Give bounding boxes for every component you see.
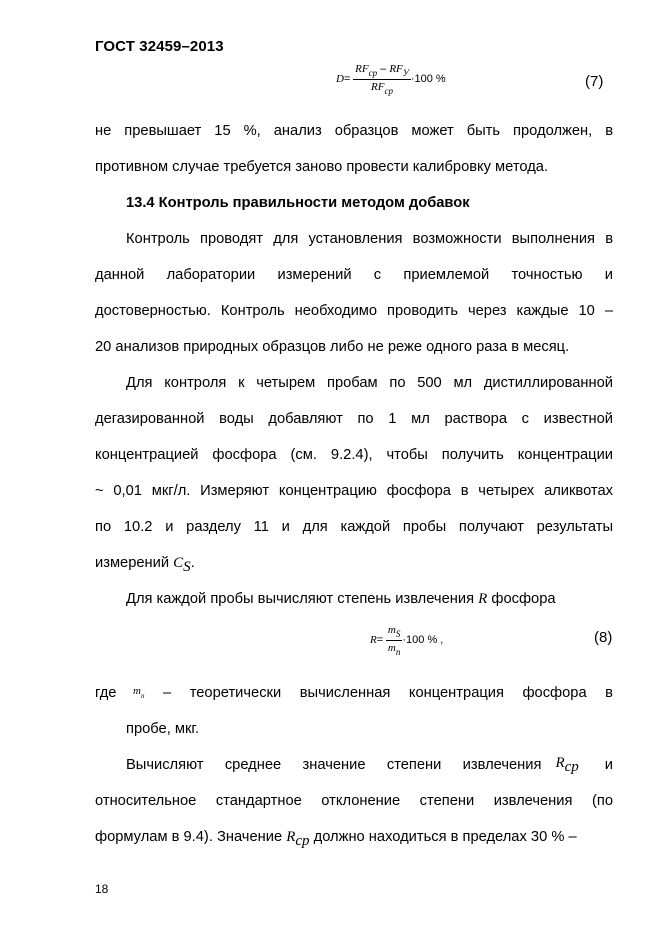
paragraph-4-text: Для каждой пробы вычисляют степень извлечения	[126, 591, 479, 607]
formula-8-lhs: R	[370, 634, 377, 647]
page-number: 18	[95, 882, 109, 896]
formula-7-den-sub: ср	[384, 86, 393, 96]
paragraph-5-line-3-a: формулам в 9.4). Значение	[95, 829, 287, 845]
formula-7-number: (7)	[585, 73, 604, 90]
paragraph-3-line-2: дегазированной воды добавляют по 1 мл раствора с известной	[95, 411, 613, 427]
formula-7-num-a-sub: ср	[368, 68, 378, 78]
where-definition: – теоретически вычисленная концентрация фосфора в	[163, 685, 613, 701]
where-word: где	[95, 685, 117, 701]
formula-7-tail: ·100 %	[410, 73, 446, 86]
var-c-s: C	[173, 555, 184, 571]
paragraph-5-line-3-b: должно находиться в пределах 30 % –	[309, 829, 577, 845]
paragraph-3-line-3: концентрацией фосфора (см. 9.2.4), чтобы получить концентрации	[95, 447, 613, 463]
paragraph-1	[95, 113, 613, 185]
paragraph-4-line-1	[95, 581, 613, 617]
paragraph-3-line-1: Для контроля к четырем пробам по 500 мл дистиллированной	[126, 375, 613, 391]
paragraph-4-end: фосфора	[487, 591, 556, 607]
var-r-sr-2-sub: ср	[295, 833, 310, 849]
formula-8-tail: ·100 % ,	[402, 634, 444, 647]
paragraph-2-line-3: достоверностью. Контроль необходимо проводить через каждые 10 –	[95, 303, 613, 319]
paragraph-2	[95, 221, 613, 365]
formula-7: D= $\frac{RF_{ср} - RF_У}{RF_{ср}}$ ·100 %	[336, 63, 446, 96]
var-r: R	[478, 591, 488, 607]
var-m-n-sub: n	[140, 692, 145, 700]
paragraph-5-line-1-text: Вычисляют среднее значение степени извлечения	[126, 757, 542, 773]
paragraph-2-line-4: 20 анализов природных образцов либо не реже одного раза в месяц.	[95, 339, 570, 355]
where-line-2: пробе, мкг.	[126, 721, 200, 737]
paragraph-5-line-1-end: и	[604, 757, 613, 773]
paragraph-3-line-6-text: измерений	[95, 555, 174, 571]
var-r-sr-1-sub: ср	[564, 759, 579, 775]
paragraph-3-line-4: ~ 0,01 мкг/л. Измеряют концентрацию фосфора в четырех аликвотах	[95, 483, 613, 499]
section-heading-text: 13.4 Контроль правильности методом добавок	[126, 195, 470, 211]
formula-8-number: (8)	[594, 629, 613, 646]
formula-7-num-a: RF	[355, 63, 369, 75]
paragraph-1-line-2: противном случае требуется заново провести калибровку метода.	[95, 159, 549, 175]
var-r-sr-1: R	[555, 755, 565, 771]
paragraph-3-line-6	[95, 545, 613, 581]
formula-8-den-sub: n	[395, 647, 401, 657]
var-c-s-sub: S	[183, 559, 191, 575]
var-r-sr-2: R	[286, 829, 296, 845]
paragraph-2-line-1: Контроль проводят для установления возможности выполнения в	[126, 231, 613, 247]
document-header: ГОСТ 32459–2013	[95, 38, 224, 55]
paragraph-5-line-2: относительное стандартное отклонение степени извлечения (по	[95, 793, 613, 809]
formula-8-num: m	[387, 624, 396, 636]
paragraph-3	[95, 365, 613, 581]
formula-7-minus: –	[377, 63, 390, 75]
where-var	[133, 672, 163, 714]
paragraph-5-line-3	[95, 819, 613, 855]
paragraph-5	[95, 747, 613, 855]
paragraph-2-line-2: данной лаборатории измерений с приемлемой точностью и	[95, 267, 613, 283]
paragraph-4	[95, 581, 613, 617]
formula-8: R= $\frac{m_S}{m_n}$ ·100 % ,	[370, 624, 444, 657]
formula-7-num-b: RF	[389, 63, 403, 75]
paragraph-5-line-1	[95, 747, 613, 783]
paragraph-3-line-5: по 10.2 и разделу 11 и для каждой пробы получают результаты	[95, 519, 613, 535]
where-clause	[95, 675, 613, 747]
formula-8-den: m	[387, 642, 396, 654]
formula-8-num-sub: S	[395, 629, 401, 639]
section-heading	[95, 185, 613, 221]
formula-7-den: RF	[371, 81, 385, 93]
formula-7-num-b-sub: У	[402, 68, 409, 78]
where-line-1	[95, 675, 613, 711]
paragraph-5-line-1-var	[541, 745, 604, 785]
paragraph-1-line-1: не превышает 15 %, анализ образцов может быть продолжен, в	[95, 123, 613, 139]
formula-7-lhs: D	[336, 73, 344, 86]
var-m-n: m	[133, 685, 141, 697]
paragraph-3-line-6-end: .	[190, 555, 195, 571]
